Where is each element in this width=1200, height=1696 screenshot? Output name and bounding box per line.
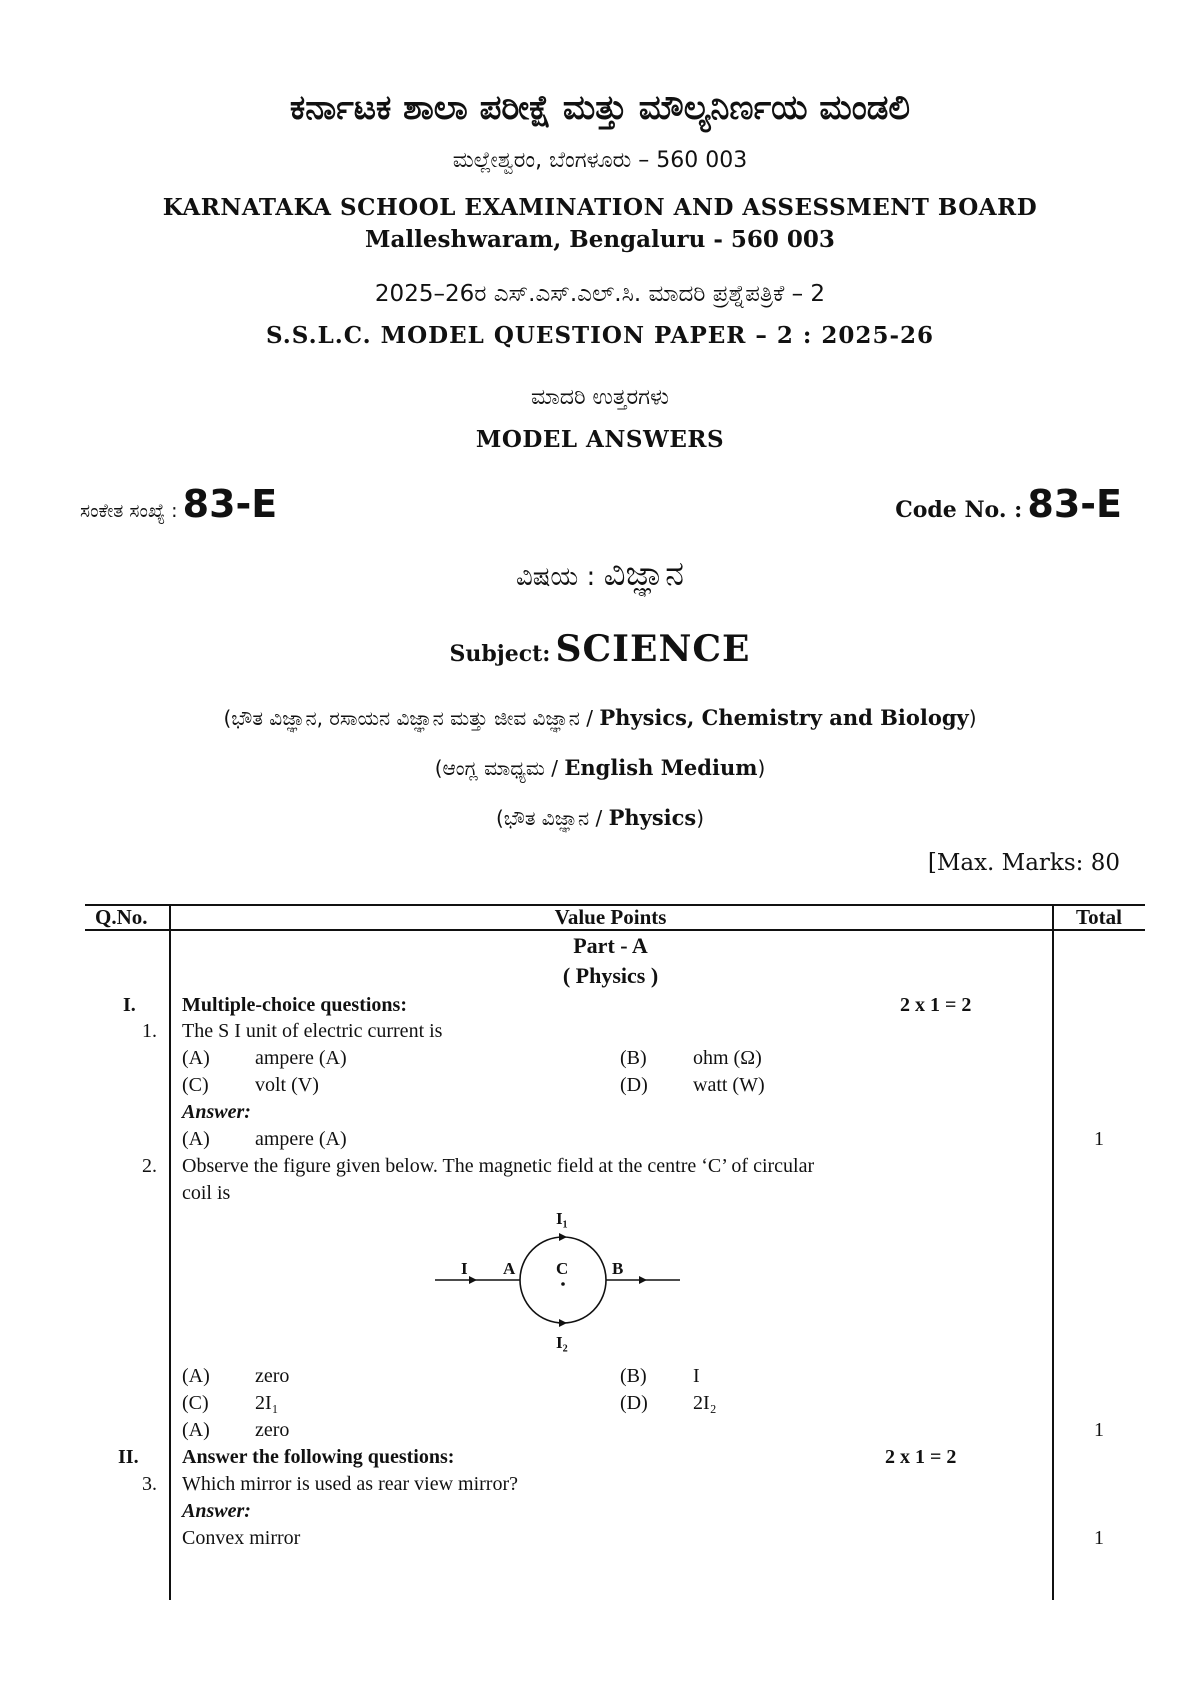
answer-table xyxy=(85,904,1145,1600)
q2-option-b-text: I xyxy=(693,1365,700,1387)
medium-english: English Medium xyxy=(564,755,758,780)
board-name-english: KARNATAKA SCHOOL EXAMINATION AND ASSESSMENT BOARD xyxy=(162,194,1038,221)
section-2-title: Answer the following questions: xyxy=(182,1446,455,1468)
code-label-english: Code No. : xyxy=(895,497,1023,523)
streams-kannada: (ಭೌತ ವಿಜ್ಞಾನ, ರಸಾಯನ ವಿಜ್ಞಾನ ಮತ್ತು ಜೀವ ವಿಜ್ಞಾನ / xyxy=(223,706,600,730)
branch-kannada: (ಭೌತ ವಿಜ್ಞಾನ / xyxy=(495,806,609,830)
board-name-kannada: ಕರ್ನಾಟಕ ಶಾಲಾ ಪರೀಕ್ಷೆ ಮತ್ತು ಮೌಲ್ಯನಿರ್ಣಯ ಮಂಡಲಿ xyxy=(289,88,911,128)
q3-number: 3. xyxy=(142,1473,157,1495)
branch-line xyxy=(0,805,1200,830)
board-address-english: Malleshwaram, Bengaluru - 560 003 xyxy=(365,226,835,253)
section-1-marks: 2 x 1 = 2 xyxy=(900,994,972,1016)
figure-label-a: A xyxy=(503,1259,516,1278)
arrow-left-icon xyxy=(469,1276,477,1284)
q1-option-a-key: (A) xyxy=(182,1047,210,1069)
figure-label-b: B xyxy=(612,1259,624,1278)
streams-close: ) xyxy=(968,706,977,730)
subject-value-kannada: ವಿಜ್ಞಾನ xyxy=(603,554,684,594)
header-qno: Q.No. xyxy=(95,905,148,929)
figure-label-i2: I₂ xyxy=(556,1333,568,1352)
q3-answer-text: Convex mirror xyxy=(182,1527,301,1549)
table-divider-total xyxy=(1052,904,1054,1600)
q3-text: Which mirror is used as rear view mirror? xyxy=(182,1473,518,1495)
code-number-kannada xyxy=(80,482,277,526)
q1-option-a-text: ampere (A) xyxy=(255,1047,347,1069)
part-subtitle: ( Physics ) xyxy=(562,963,659,988)
q1-text: The S I unit of electric current is xyxy=(182,1020,443,1042)
arrow-top-icon xyxy=(559,1233,567,1241)
coil-circle xyxy=(520,1237,606,1323)
medium-close: ) xyxy=(757,756,766,780)
figure-label-i: I xyxy=(461,1259,468,1278)
q1-option-c-text: volt (V) xyxy=(255,1074,319,1096)
q3-total: 1 xyxy=(1094,1527,1104,1549)
q2-option-d-text: 2I₂ xyxy=(693,1392,717,1414)
board-address-kannada: ಮಲ್ಲೇಶ್ವರಂ, ಬೆಂಗಳೂರು – 560 003 xyxy=(452,148,748,173)
q2-text-line2: coil is xyxy=(182,1182,231,1204)
q2-answer-key: (A) xyxy=(182,1419,210,1441)
q1-option-d-key: (D) xyxy=(620,1074,648,1096)
header-total: Total xyxy=(1076,905,1122,929)
q2-option-d-key: (D) xyxy=(620,1392,648,1414)
q1-option-d-text: watt (W) xyxy=(693,1074,765,1096)
table-divider-qno xyxy=(169,904,171,1600)
q2-total: 1 xyxy=(1094,1419,1104,1441)
q2-number: 2. xyxy=(142,1155,157,1177)
q1-answer-text: ampere (A) xyxy=(255,1128,347,1150)
figure-label-i1: I₁ xyxy=(556,1209,568,1228)
streams-line xyxy=(0,705,1200,730)
subject-kannada xyxy=(0,554,1200,594)
section-2-marks: 2 x 1 = 2 xyxy=(885,1446,957,1468)
code-number-english xyxy=(895,482,1122,526)
code-value-left: 83-E xyxy=(182,482,278,526)
code-label-kannada: ಸಂಕೇತ ಸಂಖ್ಯೆ : xyxy=(80,500,178,522)
q1-number: 1. xyxy=(142,1020,157,1042)
q1-answer-label: Answer: xyxy=(182,1101,251,1123)
model-answers-english: MODEL ANSWERS xyxy=(475,426,725,453)
subject-value-english: SCIENCE xyxy=(555,628,751,670)
subject-english xyxy=(0,628,1200,670)
q1-option-b-key: (B) xyxy=(620,1047,647,1069)
q1-total: 1 xyxy=(1094,1128,1104,1150)
q3-answer-label: Answer: xyxy=(182,1500,251,1522)
subject-label-kannada: ವಿಷಯ : xyxy=(515,562,596,592)
header-value-points: Value Points xyxy=(554,905,667,929)
q1-option-c-key: (C) xyxy=(182,1074,209,1096)
streams-english: Physics, Chemistry and Biology xyxy=(599,705,969,730)
max-marks: [Max. Marks: 80 xyxy=(927,850,1120,876)
medium-kannada: (ಆಂಗ್ಲ ಮಾಧ್ಯಮ / xyxy=(434,756,565,780)
section-2-number: II. xyxy=(118,1446,139,1468)
table-header-border xyxy=(85,929,1145,931)
circular-coil-figure xyxy=(435,1204,715,1354)
q1-answer-key: (A) xyxy=(182,1128,210,1150)
centre-dot xyxy=(561,1282,565,1286)
q2-option-a-key: (A) xyxy=(182,1365,210,1387)
part-title: Part - A xyxy=(573,933,648,958)
arrow-right-icon xyxy=(639,1276,647,1284)
q2-text-line1: Observe the figure given below. The magnetic field at the centre ‘C’ of circular xyxy=(182,1155,815,1177)
medium-line xyxy=(0,755,1200,780)
branch-close: ) xyxy=(696,806,705,830)
section-1-number: I. xyxy=(123,994,136,1016)
q2-option-c-key: (C) xyxy=(182,1392,209,1414)
paper-title-english: S.S.L.C. MODEL QUESTION PAPER – 2 : 2025-26 xyxy=(265,322,934,349)
code-value-right: 83-E xyxy=(1027,482,1122,526)
q2-option-a-text: zero xyxy=(255,1365,290,1387)
arrow-bottom-icon xyxy=(559,1319,567,1327)
model-answers-kannada: ಮಾದರಿ ಉತ್ತರಗಳು xyxy=(531,385,669,410)
paper-title-kannada: 2025–26ರ ಎಸ್.ಎಸ್.ಎಲ್.ಸಿ. ಮಾದರಿ ಪ್ರಶ್ನೆಪತ್ರಿಕೆ – 2 xyxy=(374,281,826,307)
branch-english: Physics xyxy=(608,805,697,830)
subject-label-english: Subject: xyxy=(449,641,551,667)
q2-option-c-text: 2I₁ xyxy=(255,1392,279,1414)
q1-option-b-text: ohm (Ω) xyxy=(693,1047,762,1069)
section-1-title: Multiple-choice questions: xyxy=(182,994,407,1016)
q2-option-b-key: (B) xyxy=(620,1365,647,1387)
figure-label-c: C xyxy=(556,1259,569,1278)
q2-answer-text: zero xyxy=(255,1419,290,1441)
